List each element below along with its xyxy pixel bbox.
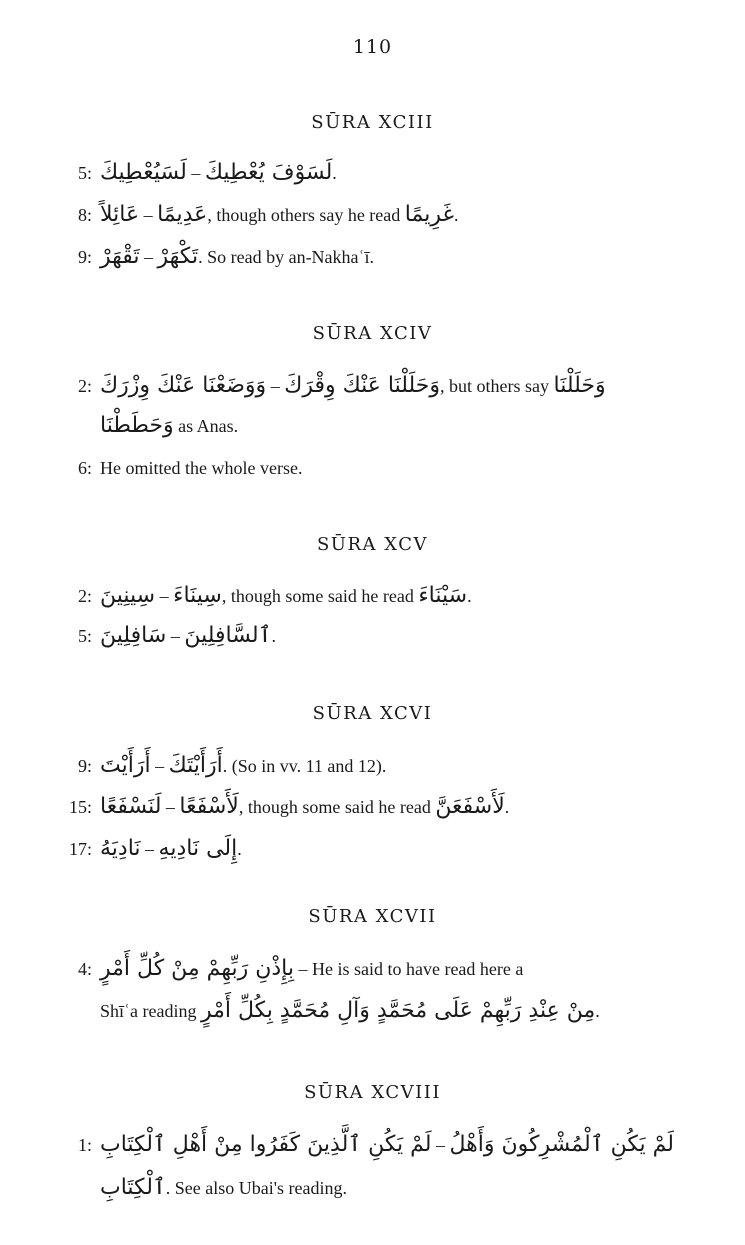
arabic-alternate: وَحَلَلْنَا — [553, 373, 606, 398]
arabic-variant: ٱلسَّافِلِينَ — [184, 623, 272, 648]
verse-entry — [0, 1128, 745, 1162]
dash: – — [166, 626, 185, 646]
arabic-variant: إِلَى نَادِيهِ — [158, 836, 238, 861]
verse-continuation — [0, 994, 745, 1028]
note-text: as Anas. — [173, 416, 239, 436]
verse-entry — [0, 952, 745, 986]
arabic-variant: لَأَسْفَعًا — [179, 794, 239, 819]
verse-text — [100, 1171, 687, 1206]
note-text: . — [237, 839, 242, 859]
verse-text — [100, 952, 687, 987]
sura-heading: SŪRA XCV — [316, 534, 429, 555]
verse-number: 9: — [77, 247, 92, 267]
verse-entry — [0, 369, 745, 403]
verse-number: 5: — [77, 163, 92, 183]
verse-text — [100, 240, 687, 275]
end-punct: . — [504, 797, 510, 817]
arabic-alternate: وَحَطَطْنَا — [100, 413, 174, 438]
note-text: . See also Ubai's reading. — [165, 1178, 347, 1198]
note-text: He is said to have read here a — [311, 959, 524, 979]
dash: – — [150, 756, 169, 776]
arabic-reading: سِينِينَ — [100, 583, 156, 608]
verse-text — [100, 832, 687, 867]
dash: – — [161, 797, 180, 817]
verse-text — [100, 198, 687, 233]
verse-number: 17: — [68, 839, 92, 859]
end-punct: . — [467, 586, 472, 606]
page-number: 110 — [352, 36, 393, 58]
arabic-variant: ٱلْكِتَابِ — [100, 1175, 166, 1200]
note-text: , but others say — [440, 376, 554, 396]
dash: – — [140, 839, 159, 859]
verse-entry — [0, 749, 745, 783]
note-text: . So read by an-Nakhaʿī. — [198, 247, 375, 267]
arabic-variant: أَرَأَيْتَكَ — [168, 753, 223, 778]
verse-text — [100, 749, 687, 784]
arabic-variant: عَدِيمًا — [157, 202, 208, 227]
arabic-reading: تَقْهَرْ — [100, 244, 140, 269]
verse-number: 8: — [77, 205, 92, 225]
dash: – — [293, 959, 312, 979]
verse-entry — [0, 240, 745, 274]
note-text: . — [332, 163, 337, 183]
arabic-variant: لَمْ يَكُنِ ٱلْمُشْرِكُونَ وَأَهْلُ — [449, 1132, 674, 1157]
verse-text — [100, 994, 687, 1029]
verse-entry — [0, 790, 745, 824]
verse-entry — [0, 156, 745, 190]
verse-number: 15: — [68, 797, 92, 817]
verse-number: 1: — [77, 1135, 92, 1155]
verse-text — [100, 1128, 687, 1163]
verse-number: 4: — [77, 959, 92, 979]
dash: – — [431, 1135, 450, 1155]
note-text: , though some said he read — [221, 586, 419, 606]
dash: – — [266, 376, 285, 396]
verse-entry — [0, 579, 745, 613]
sura-heading: SŪRA XCIII — [311, 112, 434, 133]
arabic-alternate: سَيْنَاءَ — [418, 583, 468, 608]
arabic-reading: وَوَضَعْنَا عَنْكَ وِزْرَكَ — [100, 373, 267, 398]
arabic-reading: لَسَيُعْطِيكَ — [100, 160, 187, 185]
verse-entry — [0, 832, 745, 866]
note-text: , though some said he read — [238, 797, 436, 817]
verse-text — [100, 619, 687, 654]
verse-number: 6: — [77, 458, 92, 478]
sura-heading: SŪRA XCVII — [308, 906, 437, 927]
note-text: . (So in vv. 11 and 12). — [222, 756, 387, 776]
verse-text — [100, 451, 687, 486]
note-text: . — [271, 626, 276, 646]
verse-number: 2: — [77, 586, 92, 606]
arabic-reading: لَمْ يَكُنِ ٱلَّذِينَ كَفَرُوا مِنْ أَهْلِ ٱلْكِتَابِ — [100, 1132, 432, 1157]
arabic-alternate: مِنْ عِنْدِ رَبِّهِمْ عَلَى مُحَمَّدٍ وَآلِ مُحَمَّدٍ بِكُلِّ أَمْرٍ — [200, 998, 596, 1023]
note-text: , though others say he read — [207, 205, 405, 225]
dash: – — [155, 586, 174, 606]
arabic-reading: عَائِلاً — [100, 202, 140, 227]
verse-number: 9: — [77, 756, 92, 776]
end-punct: . — [595, 1001, 600, 1021]
arabic-reading: لَنَسْفَعًا — [100, 794, 162, 819]
arabic-reading: سَافِلِينَ — [100, 623, 167, 648]
arabic-alternate: غَرِيمًا — [404, 202, 454, 227]
verse-text — [100, 790, 687, 825]
arabic-reading: بِإِذْنِ رَبِّهِمْ مِنْ كُلِّ أَمْرٍ — [100, 956, 294, 981]
sura-heading: SŪRA XCIV — [312, 323, 433, 344]
verse-text — [100, 579, 687, 614]
arabic-alternate: لَأَسْفَعَنَّ — [435, 794, 505, 819]
note-text: He omitted the whole verse. — [100, 458, 303, 478]
dash: – — [186, 163, 205, 183]
arabic-reading: نَادِيَهُ — [100, 836, 141, 861]
verse-entry — [0, 198, 745, 232]
verse-text — [100, 156, 687, 191]
dash: – — [139, 205, 158, 225]
arabic-variant: تَكْهَرْ — [157, 244, 199, 269]
end-punct: . — [453, 205, 459, 225]
arabic-variant: وَحَلَلْنَا عَنْكَ وِقْرَكَ — [284, 373, 441, 398]
arabic-reading: أَرَأَيْتَ — [100, 753, 151, 778]
verse-number: 2: — [77, 376, 92, 396]
verse-entry — [0, 619, 745, 653]
arabic-variant: لَسَوْفَ يُعْطِيكَ — [204, 160, 333, 185]
sura-heading: SŪRA XCVIII — [304, 1082, 441, 1103]
note-text: Shīʿa reading — [100, 1001, 201, 1021]
verse-continuation — [0, 1171, 745, 1205]
verse-number: 5: — [77, 626, 92, 646]
verse-text — [100, 409, 687, 444]
verse-text — [100, 369, 687, 404]
verse-entry — [0, 451, 745, 485]
sura-heading: SŪRA XCVI — [312, 703, 433, 724]
arabic-variant: سِينَاءَ — [173, 583, 222, 608]
verse-continuation — [0, 409, 745, 443]
dash: – — [139, 247, 158, 267]
